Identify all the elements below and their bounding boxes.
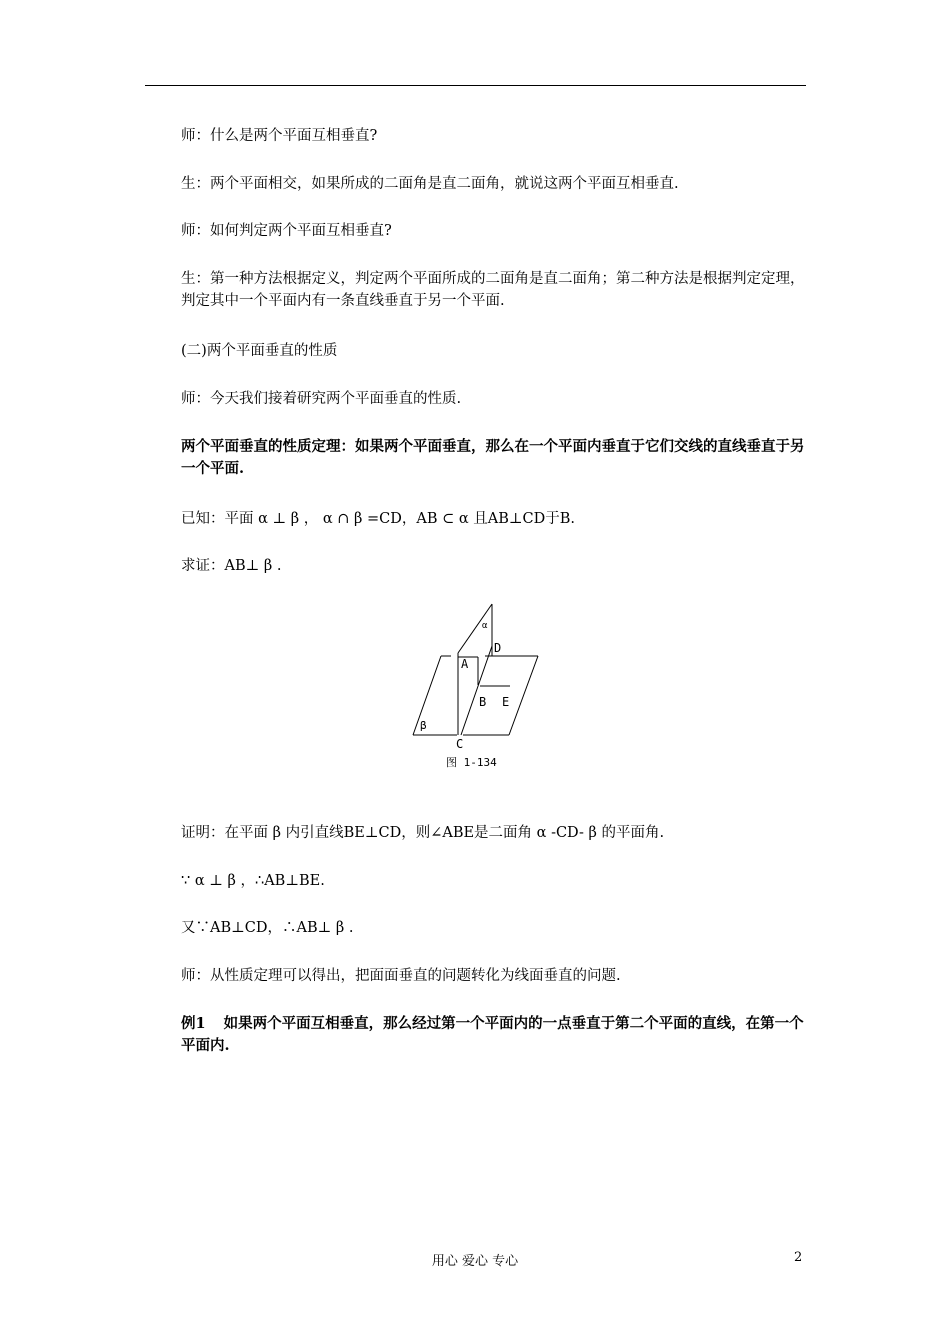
figure-1-134 (405, 600, 550, 775)
figure-caption: 图 1-134 (446, 756, 497, 769)
label-c: C (456, 737, 464, 751)
proof-line-3: 又∵AB⊥CD，∴AB⊥ β . (181, 920, 354, 936)
footer-slogan: 用心 爱心 专心 (431, 1254, 519, 1269)
page-number: 2 (794, 1250, 803, 1265)
beta-edge-right (509, 656, 538, 735)
paragraph-1: 师：什么是两个平面互相垂直? (181, 128, 378, 144)
label-b: B (479, 695, 487, 709)
header-rule (145, 85, 806, 86)
example-label: 例1 (181, 1015, 206, 1032)
section-heading: (二)两个平面垂直的性质 (181, 343, 338, 359)
theorem-statement: 两个平面垂直的性质定理：如果两个平面垂直，那么在一个平面内垂直于它们交线的直线垂直于另一个平面. (181, 438, 805, 477)
paragraph-conclusion: 师：从性质定理可以得出，把面面垂直的问题转化为线面垂直的问题. (181, 968, 621, 984)
label-e: E (502, 695, 510, 709)
beta-edge-left (413, 656, 441, 735)
paragraph-2: 生：两个平面相交，如果所成的二面角是直二面角，就说这两个平面互相垂直. (181, 176, 679, 192)
example-text: 如果两个平面互相垂直，那么经过第一个平面内的一点垂直于第二个平面的直线，在第一个平面内. (181, 1015, 804, 1054)
paragraph-3: 师：如何判定两个平面互相垂直? (181, 223, 392, 239)
paragraph-4: 生：第一种方法根据定义，判定两个平面所成的二面角是直二面角；第二种方法是根据判定定理，判定其中一个平面内有一条直线垂直于另一个平面. (181, 271, 805, 309)
paragraph-6: 师：今天我们接着研究两个平面垂直的性质. (181, 391, 462, 407)
given-statement: 已知：平面 α ⊥ β ， α ∩ β =CD，AB ⊂ α 且AB⊥CD于B. (181, 511, 576, 527)
example-1 (145, 1013, 806, 1057)
label-beta: β (420, 719, 427, 732)
prove-statement: 求证：AB⊥ β . (181, 558, 282, 574)
proof-line-1: 证明：在平面 β 内引直线BE⊥CD，则∠ABE是二面角 α -CD- β 的平面角. (181, 825, 665, 841)
proof-line-2: ∵ α ⊥ β ，∴AB⊥BE. (181, 873, 325, 889)
label-d: D (494, 641, 502, 655)
label-a: A (461, 657, 469, 671)
label-alpha: α (482, 621, 488, 631)
